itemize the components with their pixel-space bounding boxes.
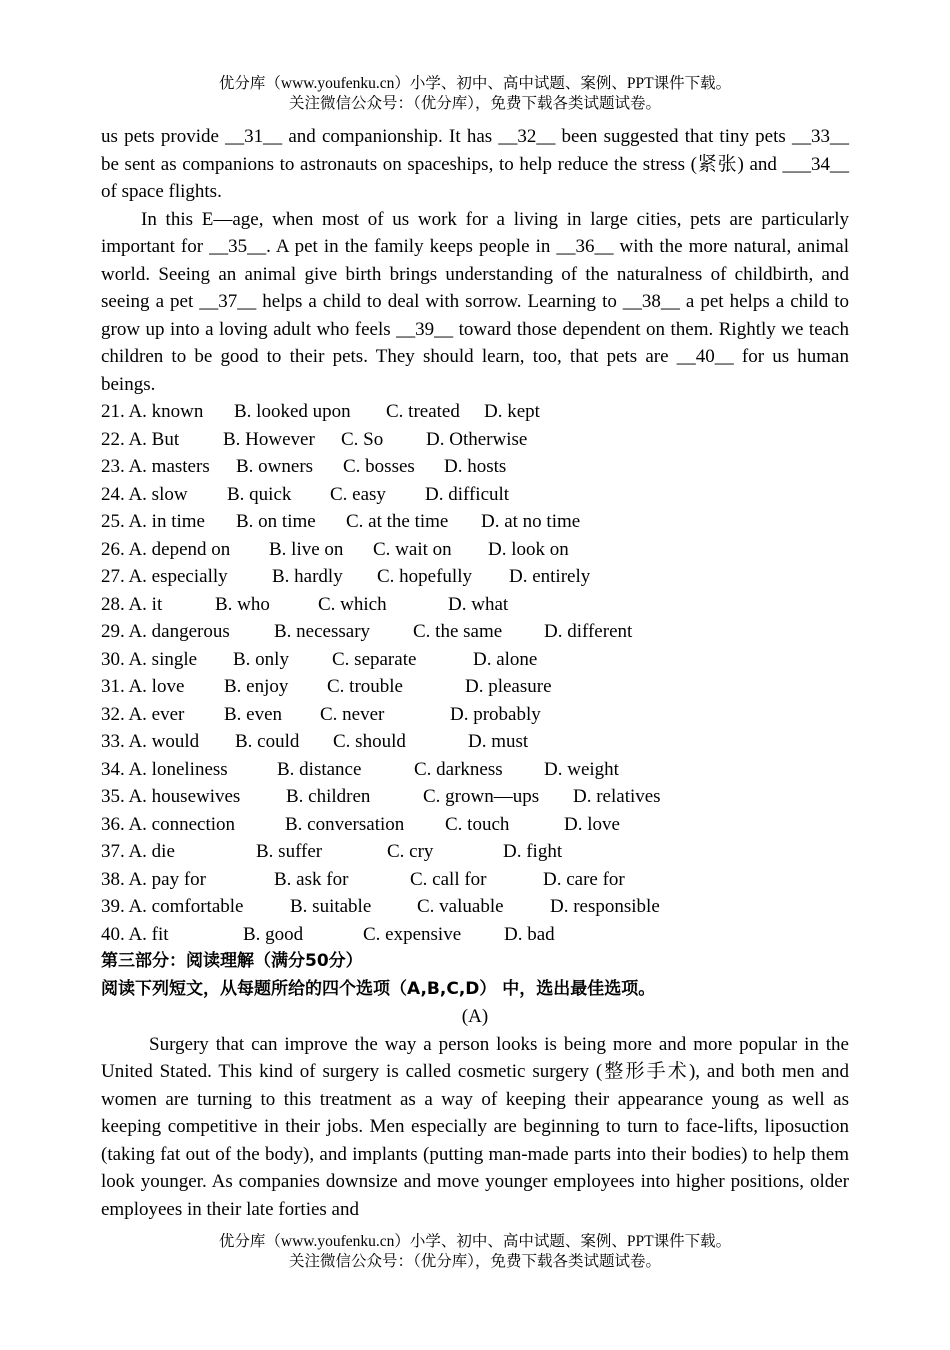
option-39-a: 39. A. comfortable <box>101 896 244 917</box>
option-33-b: B. could <box>235 731 300 752</box>
footer-line-1: 优分库（www.youfenku.cn）小学、初中、高中试题、案例、PPT课件下载。 <box>218 1233 732 1250</box>
option-row-28 <box>101 591 849 619</box>
page-footer <box>0 1232 950 1272</box>
option-row-27 <box>101 563 849 591</box>
option-33-a: 33. A. would <box>101 731 200 752</box>
option-28-a: 28. A. it <box>101 593 163 615</box>
option-row-40 <box>101 921 849 949</box>
option-25-c: C. at the time <box>346 511 449 532</box>
option-35-b: B. children <box>286 786 371 807</box>
option-34-d: D. weight <box>544 758 619 780</box>
option-28-d: D. what <box>448 593 509 615</box>
option-29-b: B. necessary <box>274 621 371 642</box>
option-29-d: D. different <box>544 621 633 642</box>
option-39-d: D. responsible <box>550 896 660 917</box>
option-40-c: C. expensive <box>363 923 462 945</box>
option-27-c: C. hopefully <box>377 566 472 587</box>
option-row-23 <box>101 453 849 481</box>
option-31-b: B. enjoy <box>224 676 289 697</box>
option-26-c: C. wait on <box>373 538 452 560</box>
option-25-d: D. at no time <box>481 511 581 532</box>
option-28-b: B. who <box>215 593 270 615</box>
option-40-b: B. good <box>243 923 304 945</box>
option-40-a: 40. A. fit <box>101 923 169 945</box>
option-row-34 <box>101 756 849 784</box>
option-row-33 <box>101 728 849 756</box>
option-row-29 <box>101 618 849 646</box>
section-instruction: 阅读下列短文，从每题所给的四个选项（A,B,C,D） 中，选出最佳选项。 <box>101 978 656 999</box>
option-29-c: C. the same <box>413 621 503 642</box>
option-27-b: B. hardly <box>272 566 343 587</box>
option-30-a: 30. A. single <box>101 648 198 670</box>
option-36-b: B. conversation <box>285 813 405 835</box>
option-37-b: B. suffer <box>256 841 323 862</box>
option-21-b: B. looked upon <box>234 401 351 422</box>
option-34-c: C. darkness <box>414 758 503 780</box>
option-21-a: 21. A. known <box>101 401 204 422</box>
option-row-32 <box>101 701 849 729</box>
passage-paragraph-2: In this E—age, when most of us work for a living in large cities, pets are particularly important for __35__. A pet in the family keeps people in __36__ with the more natural, animal world. Seeing an animal give birth brings understanding of the naturalness of childbirth, and seeing a pet __37__ helps a child to deal with sorrow. Learning to __38__ a pet helps a child to grow up into a loving adult who feels __39__ toward those dependent on them. Rightly we teach children to be good to their pets. They should learn, too, that pets are __40__ for us human beings. <box>101 208 849 395</box>
option-23-a: 23. A. masters <box>101 456 210 477</box>
option-row-22 <box>101 426 849 454</box>
option-24-c: C. easy <box>330 483 386 505</box>
option-row-21 <box>101 398 849 426</box>
option-36-d: D. love <box>564 813 620 835</box>
header-line-2: 关注微信公众号：（优分库），免费下载各类试题试卷。 <box>288 95 661 112</box>
option-22-a: 22. A. But <box>101 428 180 450</box>
option-35-d: D. relatives <box>573 786 661 807</box>
option-29-a: 29. A. dangerous <box>101 621 230 642</box>
option-30-d: D. alone <box>473 648 538 670</box>
option-21-c: C. treated <box>386 401 460 422</box>
option-28-c: C. which <box>318 593 387 615</box>
option-36-c: C. touch <box>445 813 510 835</box>
option-40-d: D. bad <box>504 923 555 945</box>
footer-line-2: 关注微信公众号：（优分库），免费下载各类试题试卷。 <box>288 1253 661 1270</box>
option-31-d: D. pleasure <box>465 676 552 697</box>
option-22-b: B. However <box>223 428 315 450</box>
option-38-a: 38. A. pay for <box>101 868 207 890</box>
option-26-a: 26. A. depend on <box>101 538 231 560</box>
option-row-26 <box>101 536 849 564</box>
option-26-b: B. live on <box>269 538 344 560</box>
option-23-b: B. owners <box>236 456 314 477</box>
option-25-a: 25. A. in time <box>101 511 205 532</box>
option-35-a: 35. A. housewives <box>101 786 241 807</box>
option-36-a: 36. A. connection <box>101 813 236 835</box>
option-21-d: D. kept <box>484 401 540 422</box>
option-34-a: 34. A. loneliness <box>101 758 228 780</box>
option-32-d: D. probably <box>450 703 541 725</box>
option-25-b: B. on time <box>236 511 316 532</box>
option-38-c: C. call for <box>410 868 487 890</box>
option-row-36 <box>101 811 849 839</box>
option-row-25 <box>101 508 849 536</box>
option-39-b: B. suitable <box>290 896 372 917</box>
option-35-c: C. grown—ups <box>423 786 540 807</box>
option-row-24 <box>101 481 849 509</box>
option-33-c: C. should <box>333 731 406 752</box>
option-23-c: C. bosses <box>343 456 415 477</box>
option-37-a: 37. A. die <box>101 841 175 862</box>
option-26-d: D. look on <box>488 538 569 560</box>
option-31-a: 31. A. love <box>101 676 185 697</box>
option-row-38 <box>101 866 849 894</box>
option-37-d: D. fight <box>503 841 563 862</box>
section-title: 第三部分：阅读理解（满分50分） <box>101 951 363 971</box>
option-30-b: B. only <box>233 648 289 670</box>
option-row-30 <box>101 646 849 674</box>
option-22-c: C. So <box>341 428 384 450</box>
option-22-d: D. Otherwise <box>426 428 528 450</box>
header-line-1: 优分库（www.youfenku.cn）小学、初中、高中试题、案例、PPT课件下载。 <box>218 75 732 92</box>
option-38-d: D. care for <box>543 868 625 890</box>
page-header <box>0 74 950 114</box>
option-31-c: C. trouble <box>327 676 403 697</box>
options-list <box>101 398 849 948</box>
option-34-b: B. distance <box>277 758 362 780</box>
option-row-37 <box>101 838 849 866</box>
page-content <box>101 123 849 1223</box>
option-33-d: D. must <box>468 731 529 752</box>
option-37-c: C. cry <box>387 841 434 862</box>
option-27-a: 27. A. especially <box>101 566 228 587</box>
option-32-b: B. even <box>224 703 283 725</box>
option-30-c: C. separate <box>332 648 417 670</box>
option-38-b: B. ask for <box>274 868 349 890</box>
option-row-35 <box>101 783 849 811</box>
option-27-d: D. entirely <box>509 566 591 587</box>
option-32-a: 32. A. ever <box>101 703 185 725</box>
reading-paragraph: Surgery that can improve the way a person looks is being more and more popular in the United Stated. This kind of surgery is called cosmetic surgery (整形手术), and both men and women are turning to this treatment as a way of keeping their appearance young as well as keeping competitive in their jobs. Men especially are beginning to turn to face-lifts, liposuction (taking fat out of the body), and implants (putting man-made parts into their bodies) to help them look younger. As companies downsize and move younger employees into higher positions, older employees in their late forties and <box>101 1033 849 1220</box>
option-39-c: C. valuable <box>417 896 504 917</box>
option-24-b: B. quick <box>227 483 292 505</box>
option-23-d: D. hosts <box>444 456 507 477</box>
option-24-d: D. difficult <box>425 483 510 505</box>
option-row-39 <box>101 893 849 921</box>
option-32-c: C. never <box>320 703 385 725</box>
option-row-31 <box>101 673 849 701</box>
option-24-a: 24. A. slow <box>101 483 188 505</box>
passage-label: (A) <box>461 1006 489 1027</box>
passage-paragraph-1: us pets provide __31__ and companionship. It has __32__ been suggested that tiny pets __33__ be sent as companions to astronauts on spaceships, to help reduce the stress (紧张) and ___34__ of space flights. <box>101 126 849 202</box>
